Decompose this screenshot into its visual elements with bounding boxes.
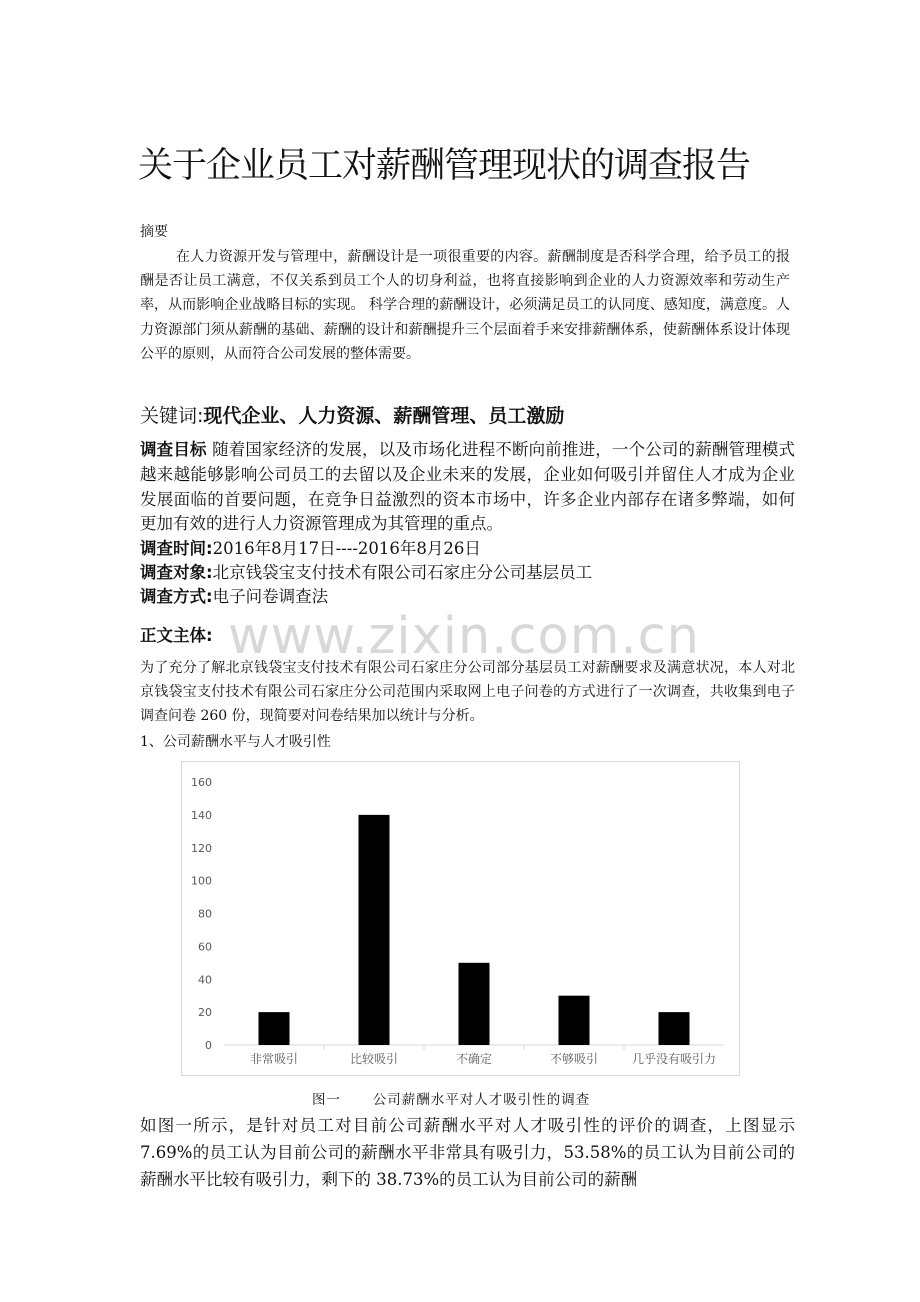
analysis-paragraph: 如图一所示，是针对员工对目前公司薪酬水平对人才吸引性的评价的调查，上图显示 7.69%的员工认为目前公司的薪酬水平非常具有吸引力，53.58%的员工认为目前公司的薪酬水平比较有吸引力，剩下的 38.73%的员工认为目前公司的薪酬 bbox=[140, 1116, 795, 1190]
y-tick-label: 60 bbox=[198, 940, 212, 954]
bar bbox=[359, 815, 390, 1045]
survey-target bbox=[140, 560, 592, 585]
keywords-value: 现代企业、人力资源、薪酬管理、员工激励 bbox=[203, 405, 565, 427]
bar-chart bbox=[181, 761, 740, 1076]
keywords-label: 关键词: bbox=[140, 405, 204, 427]
body-heading: 正文主体: bbox=[140, 626, 213, 645]
abstract-heading: 摘要 bbox=[140, 224, 168, 240]
y-tick-label: 160 bbox=[191, 776, 212, 789]
x-tick-label: 几乎没有吸引力 bbox=[631, 1052, 717, 1066]
bar bbox=[459, 963, 490, 1045]
x-tick-label: 非常吸引 bbox=[249, 1052, 299, 1066]
y-tick-label: 120 bbox=[191, 841, 212, 855]
x-tick-label: 不够吸引 bbox=[549, 1052, 599, 1066]
survey-goal bbox=[140, 438, 795, 537]
survey-time bbox=[140, 536, 481, 561]
section-heading-1: 1、公司薪酬水平与人才吸引性 bbox=[140, 734, 331, 750]
keywords-line bbox=[140, 401, 564, 431]
survey-time-value: 2016年8月17日----2016年8月26日 bbox=[212, 539, 481, 558]
abstract-body: 在人力资源开发与管理中，薪酬设计是一项很重要的内容。薪酬制度是否科学合理，给予员工的报酬是否让员工满意，不仅关系到员工个人的切身利益，也将直接影响到企业的人力资源效率和劳动生产率，从而影响企业战略目标的实现。 科学合理的薪酬设计，必须满足员工的认同度、感知度，满意度。人力资源部门须从薪酬的基础、薪酬的设计和薪酬提升三个层面着手来安排薪酬体系，使薪酬体系设计体现公平的原则，从而符合公司发展的整体需要。 bbox=[140, 249, 790, 362]
y-tick-label: 100 bbox=[191, 874, 212, 888]
y-tick-label: 140 bbox=[191, 808, 212, 822]
survey-goal-text: 随着国家经济的发展，以及市场化进程不断向前推进，一个公司的薪酬管理模式越来越能够影响公司员工的去留以及企业未来的发展，企业如何吸引并留住人才成为企业发展面临的首要问题，在竞争日益激烈的资本市场中，许多企业内部存在诸多弊端，如何更加有效的进行人力资源管理成为其管理的重点。 bbox=[140, 440, 796, 534]
survey-time-label: 调查时间: bbox=[140, 539, 213, 558]
intro-paragraph: 为了充分了解北京钱袋宝支付技术有限公司石家庄分公司部分基层员工对薪酬要求及满意状况，本人对北京钱袋宝支付技术有限公司石家庄分公司范围内采取网上电子问卷的方式进行了一次调查，共收集到电子调查问卷 260 份，现简要对问卷结果加以统计与分析。 bbox=[140, 660, 795, 725]
survey-method bbox=[140, 584, 328, 609]
y-tick-label: 80 bbox=[198, 907, 212, 921]
y-tick-label: 40 bbox=[198, 973, 212, 987]
survey-target-value: 北京钱袋宝支付技术有限公司石家庄分公司基层员工 bbox=[212, 563, 593, 582]
survey-method-label: 调查方式: bbox=[140, 587, 213, 606]
watermark: www.zixin.com.cn bbox=[228, 607, 700, 666]
bar bbox=[559, 996, 590, 1045]
survey-goal-label: 调查目标 bbox=[140, 440, 207, 459]
y-tick-label: 0 bbox=[205, 1039, 212, 1052]
survey-target-label: 调查对象: bbox=[140, 563, 213, 582]
document-title: 关于企业员工对薪酬管理现状的调查报告 bbox=[138, 146, 751, 186]
bar-chart-svg bbox=[182, 762, 739, 1075]
survey-method-value: 电子问卷调查法 bbox=[212, 587, 329, 606]
bar bbox=[259, 1012, 290, 1045]
x-tick-label: 不确定 bbox=[455, 1052, 493, 1066]
figure-caption: 图一 公司薪酬水平对人才吸引性的调查 bbox=[312, 1092, 591, 1108]
x-tick-label: 比较吸引 bbox=[349, 1052, 399, 1066]
y-tick-label: 20 bbox=[198, 1006, 212, 1020]
bar bbox=[659, 1012, 690, 1045]
